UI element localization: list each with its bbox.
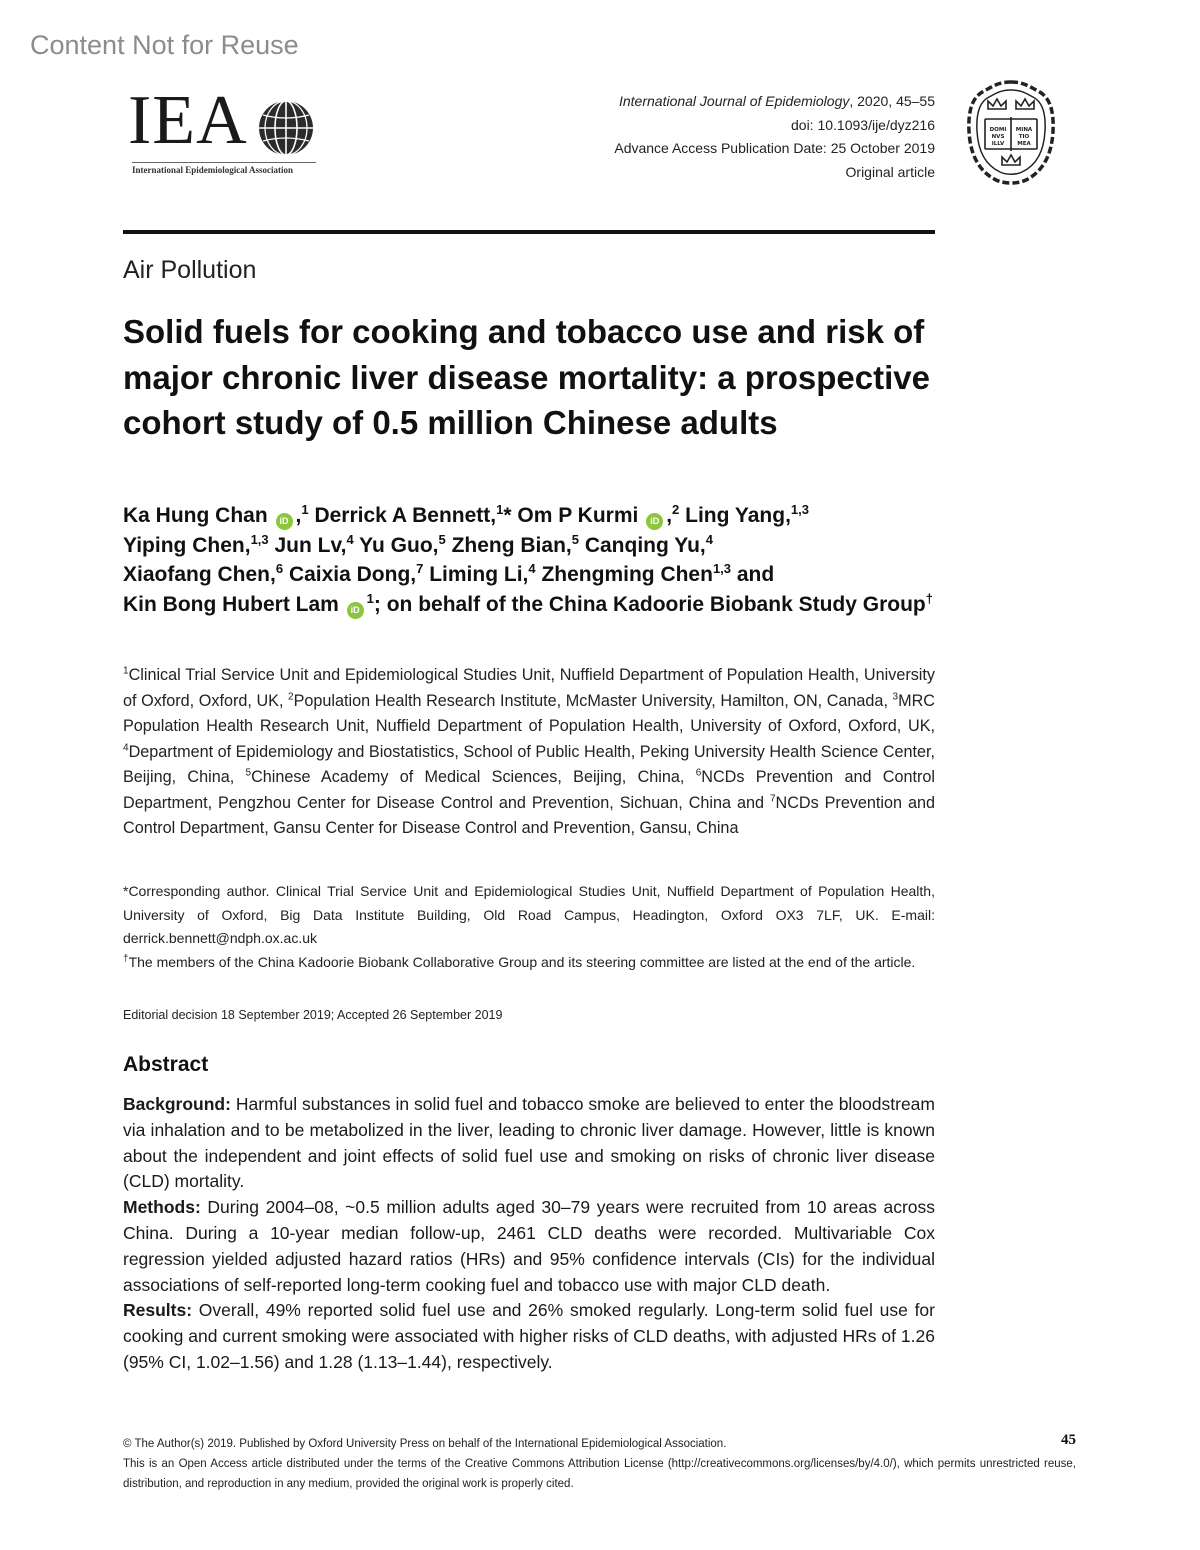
author-name <box>274 531 354 557</box>
affiliation-text: NCDs Prevention and Control Department, Pengzhou Center for Disease Control and Prevention, Sichuan, China and <box>123 768 935 812</box>
abstract-paragraph <box>123 1195 935 1298</box>
affiliation-text: Chinese Academy of Medical Sciences, Beijing, China, <box>251 768 696 786</box>
orcid-icon[interactable]: iD <box>347 602 364 619</box>
affiliation-text: Clinical Trial Service Unit and Epidemiological Studies Unit, Nuffield Department of Population Health, University of Oxford, Oxford, UK, <box>123 666 935 710</box>
header-rule <box>123 230 935 234</box>
author-name <box>289 563 423 586</box>
author-name: Ka Hung Chan iD ,$^1$ <box>123 504 309 527</box>
corresponding-mark: * <box>503 504 512 527</box>
author-text: and <box>736 563 775 586</box>
author-text: Canqing Yu, <box>584 533 706 557</box>
abstract-body <box>123 1092 935 1376</box>
author-text: Yiping Chen, <box>123 533 251 557</box>
author-text: Liming Li, <box>429 563 529 586</box>
abstract-label: Results: <box>123 1300 193 1321</box>
affiliation-sup: 4 <box>346 531 354 547</box>
license-notice: This is an Open Access article distributed under the terms of the Creative Commons Attribution License (http://creativecommons.org/licenses/by/4.0/), which permits unrestricted reuse, distribution, and reproduction in any medium, provided the original work is properly cited. <box>123 1458 1076 1490</box>
correspondence <box>123 880 935 974</box>
author-name <box>314 504 511 527</box>
page-number: 45 <box>1061 1432 1076 1448</box>
journal-year-pages: , 2020, 45–55 <box>849 93 935 109</box>
author-name <box>429 563 535 586</box>
orcid-icon[interactable]: iD <box>276 513 293 530</box>
author-name <box>451 531 579 557</box>
author-text: Om P Kurmi <box>517 504 639 527</box>
affiliation-text: Department of Epidemiology and Biostatistics, School of Public Health, Peking University Health Science Center, Beijing, China, <box>123 742 935 786</box>
journal-name: International Journal of Epidemiology <box>618 93 850 109</box>
affiliation-sup: 1 <box>301 502 309 517</box>
affiliation-number: 4 <box>123 742 129 754</box>
affiliation-sup: 4 <box>528 561 536 576</box>
affiliation-text: Population Health Research Institute, McMaster University, Hamilton, ON, Canada, <box>293 691 893 710</box>
oxford-seal-icon <box>966 79 1056 187</box>
abstract-text: During 2004–08, ~0.5 million adults aged 30–79 years were recruited from 10 areas across China. During a 10-year median follow-up, 2461 CLD deaths were recorded. Multivariable Cox regression yielded adjusted hazard ratios (HRs) and 95% confidence intervals (CIs) for the individual associations of self-reported long-term cooking fuel and tobacco use with major CLD death. <box>123 1197 935 1295</box>
abstract-heading: Abstract <box>123 1053 209 1076</box>
group-note <box>123 951 935 975</box>
abstract-label: Methods: <box>123 1197 201 1218</box>
author-list <box>123 501 935 619</box>
advance-access-date: Advance Access Publication Date: 25 October 2019 <box>614 140 935 156</box>
article-title: Solid fuels for cooking and tobacco use and risk of major chronic liver disease mortality: a prospective cohort study of 0.5 million Chinese adults <box>123 313 930 441</box>
watermark: Content Not for Reuse <box>30 30 299 60</box>
iea-logo-abbr: IEA <box>128 82 248 159</box>
affiliation-number: 6 <box>695 767 702 779</box>
authors-tail: ; on behalf of the China Kadoorie Biobank Study Group <box>373 592 926 616</box>
svg-text:ILLV: ILLV <box>991 141 1005 147</box>
svg-text:DOMI: DOMI <box>989 127 1007 133</box>
author-name: Om P Kurmi iD ,$^2$ <box>517 504 679 527</box>
section-label: Air Pollution <box>123 256 257 284</box>
svg-text:MINA: MINA <box>1015 127 1033 133</box>
author-text: Kin Bong Hubert Lam <box>123 592 339 616</box>
journal-doi: doi: 10.1093/ije/dyz216 <box>791 116 935 133</box>
author-name <box>123 531 269 557</box>
abstract-paragraph <box>123 1092 935 1195</box>
svg-text:TIO: TIO <box>1018 134 1030 140</box>
journal-meta <box>614 90 935 184</box>
affiliation-sup: 1,3 <box>250 531 269 547</box>
affiliation-sup: 2 <box>672 502 680 517</box>
affiliation-sup: 1 <box>496 502 504 517</box>
affiliation-number: 3 <box>892 691 899 703</box>
author-name <box>737 563 774 586</box>
affiliation-sup: 4 <box>705 531 714 547</box>
dagger-mark: † <box>123 952 129 964</box>
author-name <box>123 590 374 616</box>
affiliation-sup: 5 <box>438 531 446 547</box>
article-type: Original article <box>845 163 935 180</box>
group-note-text: The members of the China Kadoorie Biobank Collaborative Group and its steering committee are listed at the end of the article. <box>128 953 916 970</box>
iea-logo-name: International Epidemiological Association <box>132 162 316 175</box>
author-text: Zheng Bian, <box>451 533 572 557</box>
orcid-icon[interactable]: iD <box>646 513 663 530</box>
abstract-paragraph <box>123 1298 935 1375</box>
svg-text:NVS: NVS <box>991 134 1005 140</box>
affiliation-sup: 1 <box>366 590 374 606</box>
affiliation-sup: 5 <box>571 531 579 547</box>
author-text: Caixia Dong, <box>288 563 417 586</box>
affiliation-sup: 7 <box>416 561 424 576</box>
author-text: Zhengming Chen <box>541 563 713 586</box>
corresponding-author: *Corresponding author. Clinical Trial Service Unit and Epidemiological Studies Unit, Nuffield Department of Population Health, University of Oxford, Big Data Institute Building, Old Road Campus, Headington, Oxford OX3 7LF, UK. E-mail: derrick.bennett@ndph.ox.ac.uk <box>123 883 935 946</box>
abstract-text: Overall, 49% reported solid fuel use and 26% smoked regularly. Long-term solid fuel use for cooking and current smoking were associated with higher risks of CLD deaths, with adjusted HRs of 1.26 (95% CI, 1.02–1.56) and 1.28 (1.13–1.44), respectively. <box>123 1300 935 1372</box>
author-name <box>359 531 446 557</box>
affiliation-number: 2 <box>288 691 294 703</box>
editorial-dates: Editorial decision 18 September 2019; Accepted 26 September 2019 <box>123 1008 503 1022</box>
author-text: Xiaofang Chen, <box>123 563 276 586</box>
author-text: Derrick A Bennett, <box>314 504 497 527</box>
affiliation-sup: 1,3 <box>790 502 809 517</box>
author-text: Ka Hung Chan <box>123 504 268 527</box>
author-name <box>541 563 731 586</box>
author-name <box>584 531 714 557</box>
svg-text:MEA: MEA <box>1017 141 1031 147</box>
abstract-label: Background: <box>123 1094 231 1114</box>
affiliation-sup: 6 <box>275 561 284 576</box>
journal-citation <box>614 90 935 114</box>
author-text: Ling Yang, <box>685 504 791 527</box>
affiliation-text: NCDs Prevention and Control Department, Gansu Center for Disease Control and Prevention, Gansu, China <box>123 793 935 837</box>
footer <box>123 1434 1076 1494</box>
affiliation-text: MRC Population Health Research Unit, Nuffield Department of Population Health, University of Oxford, Oxford, UK, <box>123 691 935 735</box>
author-text: Yu Guo, <box>359 533 439 557</box>
copyright-notice: © The Author(s) 2019. Published by Oxford University Press on behalf of the International Epidemiological Association. <box>123 1438 727 1450</box>
affiliation-number: 1 <box>123 665 129 677</box>
globe-icon <box>256 98 316 158</box>
iea-logo <box>128 82 320 178</box>
affiliation-number: 7 <box>769 793 776 805</box>
author-name <box>123 563 283 586</box>
author-text: Jun Lv, <box>274 533 347 557</box>
author-name <box>685 504 809 527</box>
affiliations <box>123 663 935 842</box>
abstract-text: Harmful substances in solid fuel and tobacco smoke are believed to enter the bloodstream via inhalation and to be metabolized in the liver, leading to chronic liver damage. However, little is known about the independent and joint effects of solid fuel use and smoking on risks of chronic liver disease (CLD) mortality. <box>123 1094 935 1192</box>
authors-tail-sup: † <box>925 590 933 606</box>
affiliation-sup: 1,3 <box>712 561 732 576</box>
affiliation-number: 5 <box>245 767 252 779</box>
